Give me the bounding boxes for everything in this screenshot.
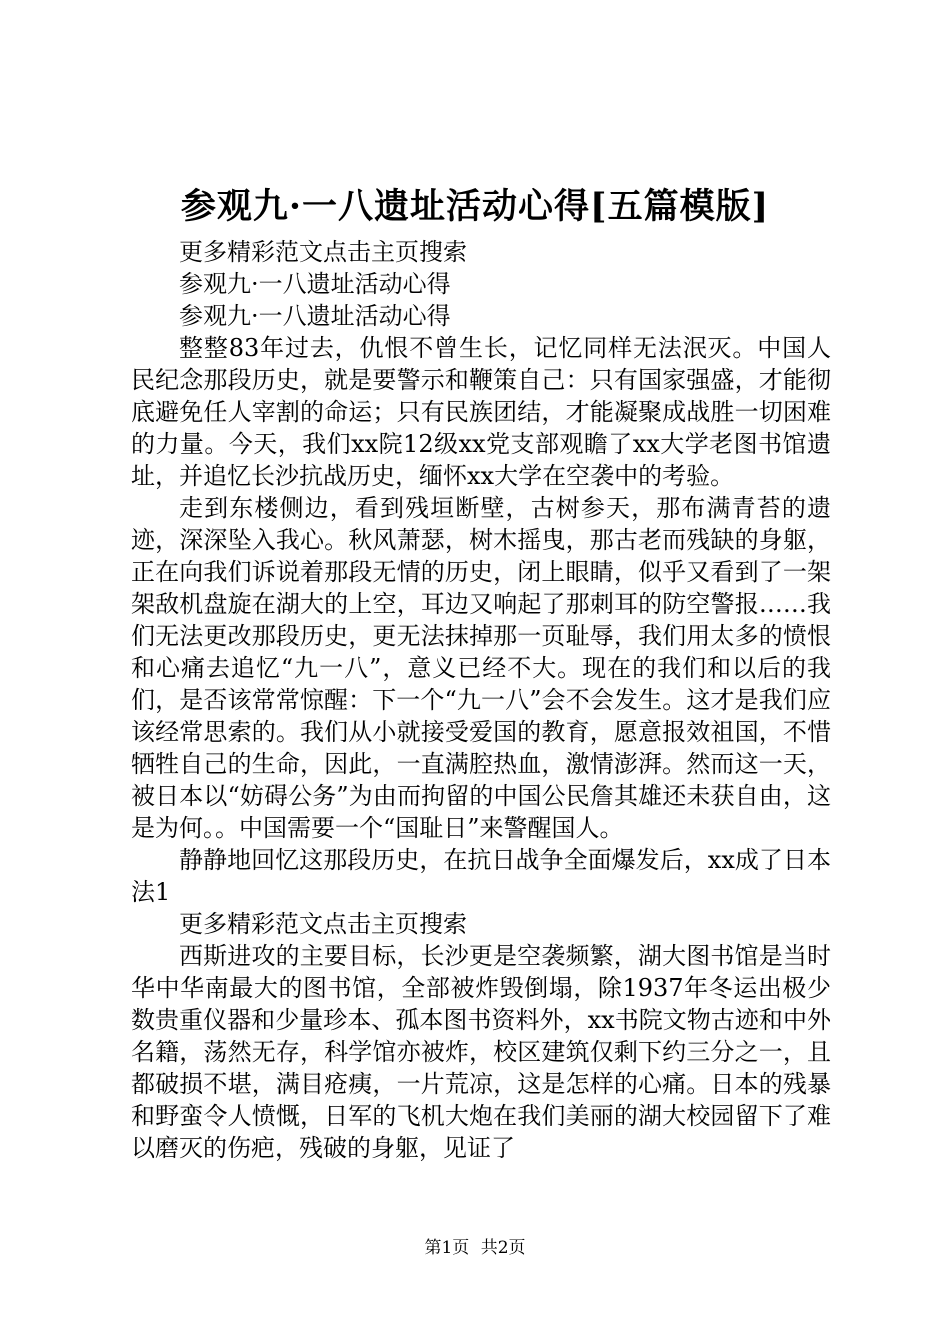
paragraph: 西斯进攻的主要目标，长沙更是空袭频繁，湖大图书馆是当时华中华南最大的图书馆，全部被炸毁倒塌，除1937年冬运出极少数贵重仪器和少量珍本、孤本图书资料外，xx书院文物古迹和中外名籍，荡然无存，科学馆亦被炸，校区建筑仅剩下约三分之一，且都破损不堪，满目疮痍，一片荒凉，这是怎样的心痛。日本的残暴和野蛮令人愤慨，日军的飞机大炮在我们美丽的湖大校园留下了难以磨灭的伤疤，残破的身躯，见证了 <box>131 942 831 1162</box>
paragraph: 参观九·一八遗址活动心得 <box>179 270 451 298</box>
paragraph: 参观九·一八遗址活动心得 <box>179 302 451 330</box>
paragraph: 走到东楼侧边，看到残垣断壁，古树参天，那布满青苔的遗迹，深深坠入我心。秋风萧瑟，树木摇曳，那古老而残缺的身躯，正在向我们诉说着那段无情的历史，闭上眼睛，似乎又看到了一架架敌机盘旋在湖大的上空，耳边又响起了那刺耳的防空警报……我们无法更改那段历史，更无法抹掉那一页耻辱，我们用太多的愤恨和心痛去追忆“九一八”，意义已经不大。现在的我们和以后的我们，是否该常常惊醒：下一个“九一八”会不会发生。这才是我们应该经常思索的。我们从小就接受爱国的教育，愿意报效祖国，不惜牺牲自己的生命，因此，一直满腔热血，激情澎湃。然而这一天，被日本以“妨碍公务”为由而拘留的中国公民詹其雄还未获自由，这是为何。。中国需要一个“国耻日”来警醒国人。 <box>131 494 831 842</box>
document-body <box>131 236 831 1164</box>
page-footer <box>0 1236 950 1260</box>
page-number-current: 第1页 <box>424 1238 470 1258</box>
paragraph: 更多精彩范文点击主页搜索 <box>179 238 467 266</box>
document-title: 参观九·一八遗址活动心得[五篇模版] <box>180 186 770 227</box>
paragraph: 更多精彩范文点击主页搜索 <box>179 910 467 938</box>
page-number-total: 共2页 <box>480 1238 526 1258</box>
paragraph: 整整83年过去，仇恨不曾生长，记忆同样无法泯灭。中国人民纪念那段历史，就是要警示和鞭策自己：只有国家强盛，才能彻底避免任人宰割的命运；只有民族团结，才能凝聚成战胜一切困难的力量。今天，我们xx院12级xx党支部观瞻了xx大学老图书馆遗址，并追忆长沙抗战历史，缅怀xx大学在空袭中的考验。 <box>131 334 831 490</box>
paragraph: 静静地回忆这那段历史，在抗日战争全面爆发后，xx成了日本法1 <box>131 846 831 906</box>
